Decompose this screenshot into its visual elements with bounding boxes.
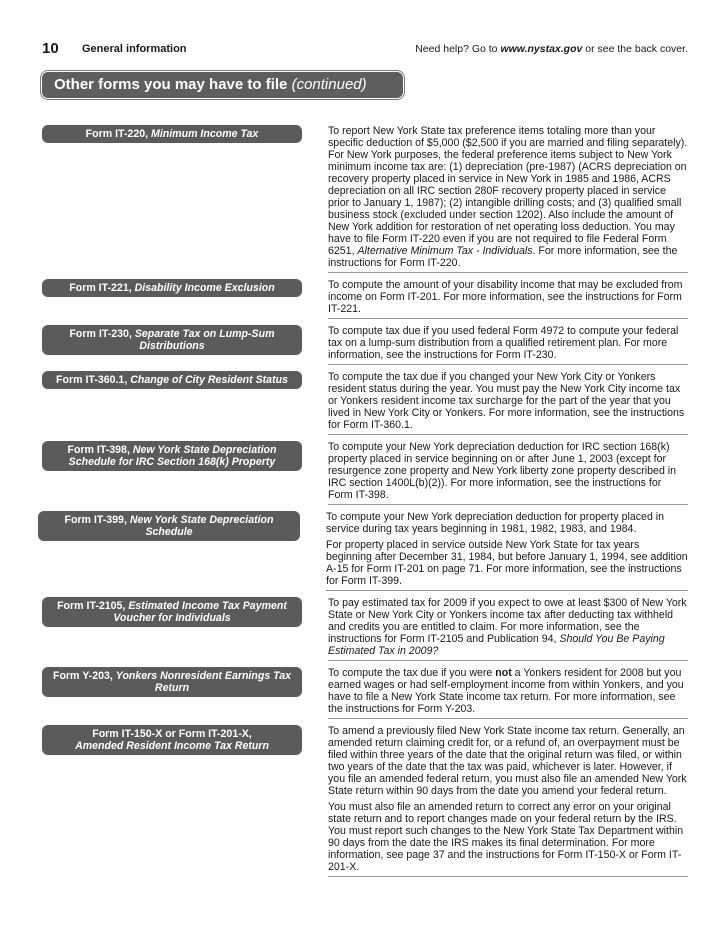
text-run: not [495,667,512,679]
form-description [326,511,688,591]
banner-subtitle: (continued) [291,76,367,93]
form-row [42,371,688,435]
description-paragraph [328,725,688,797]
form-row [42,597,688,661]
text-run: To compute your New York depreciation deduction for IRC section 168(k) property placed in service beginning on or after June 1, 2003 (except for resurgence zone property and New York liberty zone property described in IRC section 1400L(b)(2)). For more information, see the instructions for Form IT-398. [328,441,677,501]
form-row [42,441,688,505]
section-banner [42,72,403,98]
form-title: Yonkers Nonresident Earnings Tax Return [115,670,292,694]
form-title: New York State Depreciation Schedule [129,514,274,538]
form-description [328,597,688,661]
page-number: 10 [42,40,59,57]
form-number: Form Y-203, [52,670,116,682]
description-paragraph [326,511,688,535]
form-label [38,511,300,541]
description-paragraph [328,279,688,315]
text-run: To pay estimated tax for 2009 if you expect to owe at least $300 of New York State or New York City or Yonkers income tax after deducting tax withheld and credits you are entitled to claim. For more information, see the instructions for Form IT-2105 and Publication 94, [328,597,687,645]
text-run: Alternative Minimum Tax - Individuals [357,245,533,257]
form-description [328,667,688,719]
help-line [415,43,688,55]
form-description [328,279,688,319]
form-number: Form IT-399, [64,514,130,526]
text-run: For property placed in service outside New York State for tax years beginning after December 31, 1984, but before January 1, 1994, see addition A-15 for Form IT-201 on page 71. For more information, see the instructions for Form IT-399. [326,539,688,587]
form-row [42,325,688,365]
text-run: You must also file an amended return to correct any error on your original state return and to report changes made on your federal return by the IRS. You must report such changes to the New York State Tax Department within 90 days from the date the IRS makes its final determination. For more information, see page 37 and the instructions for Form IT-150-X or Form IT-201-X. [328,801,684,873]
form-label [42,725,302,755]
help-prefix: Need help? Go to [415,43,501,55]
form-number: Form IT-221, [69,282,135,294]
text-run: To report New York State tax preference items totaling more than your specific deduction of $5,000 ($2,500 if you are married and filing separately). For New York purposes, the federal preference items subject to New York minimum income tax are: (1) depreciation (pre-1987) (ACRS depreciation on recovery property placed in service in New York in 1985 and 1986, ACRS depreciation on all IRC section 280F recovery property placed in service prior to January 1, 1987); (2) intangible drilling costs; and (3) qualified small business stock (excluded under section 1202). Also include the amount of New York addition for restoration of net operating loss deduction. You may have to file Form IT-220 even if you are not required to file Federal Form 6251, [328,125,688,257]
text-run: To amend a previously filed New York State income tax return. Generally, an amended return claiming credit for, or a refund of, an overpayment must be filed within three years of the date that the original return was filed, or within two years of the date that the tax was paid, whichever is later. However, if you file an amended federal return, you must also file an amended New York State return within 90 days from the date you amend your federal return. [328,725,687,797]
text-run: To compute tax due if you used federal Form 4972 to compute your federal tax on a lump-sum distribution from a qualified retirement plan. For more information, see the instructions for Form IT-230. [328,325,679,361]
text-run: a Yonkers resident for 2008 but you earned wages or had self-employment income from within Yonkers, and you have to file a New York State income tax return. For more information, see the instructions for Form Y-203. [328,667,684,715]
form-title: Separate Tax on Lump-Sum Distributions [134,328,275,352]
form-title: New York State Depreciation Schedule for IRC Section 168(k) Property [68,444,277,468]
form-title: Estimated Income Tax Payment Voucher for Individuals [113,600,287,624]
description-paragraph [328,325,688,361]
form-number: Form IT-360.1, [56,374,131,386]
form-label [42,667,302,697]
form-description [328,325,688,365]
description-paragraph [328,667,688,715]
form-number: Form IT-398, [67,444,133,456]
form-row [42,511,688,591]
form-number: Form IT-230, [69,328,135,340]
text-run: . For more information, see the instructions for Form IT-220. [328,245,678,269]
page-header [42,40,688,60]
form-title: Amended Resident Income Tax Return [75,740,269,752]
description-paragraph [328,597,688,657]
form-label [42,441,302,471]
description-paragraph [326,539,688,587]
description-paragraph [328,125,688,269]
form-label [42,125,302,143]
form-row [42,125,688,273]
text-run: Should You Be Paying Estimated Tax in 2009? [328,633,665,657]
forms-list [42,125,688,883]
banner-title: Other forms you may have to file [54,76,288,93]
form-label [42,325,302,355]
form-number: Form IT-220, [85,128,151,140]
description-paragraph [328,371,688,431]
text-run: To compute the tax due if you changed your New York City or Yonkers resident status during the year. You must pay the New York City income tax or Yonkers resident income tax surcharge for the part of the year that you lived in New York City or Yonkers. For more information, see the instructions for Form IT-360.1. [328,371,685,431]
help-suffix: or see the back cover. [582,43,688,55]
form-label [42,279,302,297]
description-paragraph [328,801,688,873]
form-description [328,725,688,877]
form-description [328,441,688,505]
section-name: General information [82,43,187,55]
form-label [42,597,302,627]
form-row [42,725,688,877]
form-row [42,667,688,719]
text-run: To compute your New York depreciation deduction for property placed in service during tax years beginning in 1981, 1982, 1983, and 1984. [326,511,665,535]
form-title: Change of City Resident Status [130,374,288,386]
form-row [42,279,688,319]
text-run: To compute the tax due if you were [328,667,496,679]
help-website-link[interactable]: www.nystax.gov [500,43,583,55]
form-number: Form IT-150-X or Form IT-201-X, [92,728,252,740]
description-paragraph [328,441,688,501]
form-description [328,371,688,435]
text-run: To compute the amount of your disability income that may be excluded from income on Form IT-201. For more information, see the instructions for Form IT-221. [328,279,683,315]
form-title: Minimum Income Tax [151,128,259,140]
form-description [328,125,688,273]
form-number: Form IT-2105, [57,600,129,612]
form-label [42,371,302,389]
form-title: Disability Income Exclusion [134,282,275,294]
